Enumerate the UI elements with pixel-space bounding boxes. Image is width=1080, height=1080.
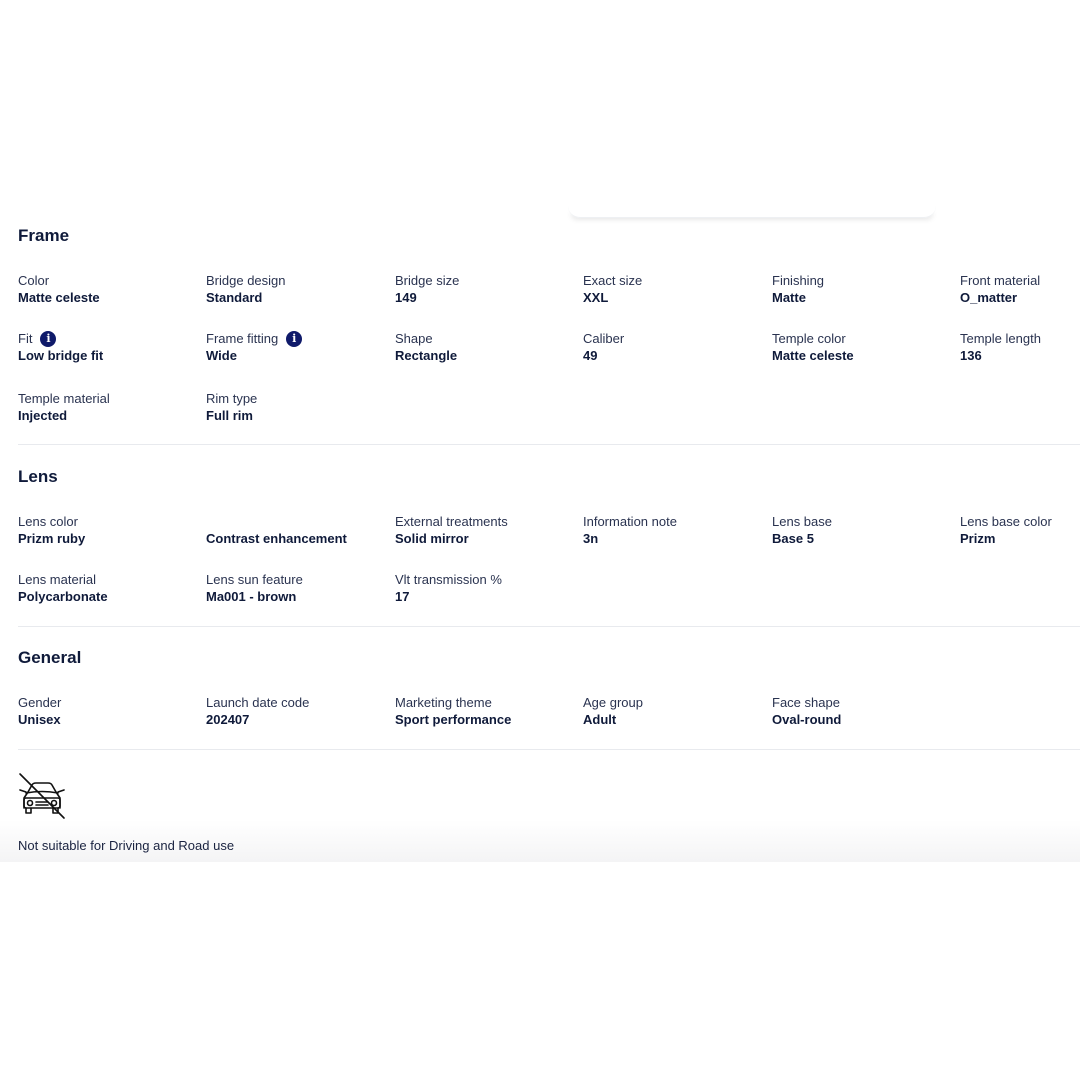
attr-lens-material bbox=[18, 571, 206, 605]
attr-fit bbox=[18, 330, 206, 364]
attr-lens-sun-feature bbox=[206, 571, 394, 605]
attr-age-group bbox=[583, 694, 771, 728]
attr-label-row bbox=[206, 330, 394, 347]
attr-front-material bbox=[960, 272, 1080, 306]
attr-value: Rectangle bbox=[395, 348, 458, 363]
attr-value: Matte celeste bbox=[18, 290, 100, 305]
attr-label: External treatments bbox=[395, 514, 508, 529]
attr-label: Exact size bbox=[583, 273, 643, 288]
attr-label: Launch date code bbox=[206, 695, 310, 710]
no-driving-icon bbox=[18, 772, 66, 820]
attr-launch-date-code bbox=[206, 694, 394, 728]
attr-label: Fit bbox=[18, 331, 33, 346]
attr-rim-type bbox=[206, 390, 394, 424]
info-icon[interactable]: i bbox=[286, 331, 302, 347]
attr-label: Temple color bbox=[772, 331, 846, 346]
attr-label bbox=[206, 513, 394, 530]
attr-lens-color bbox=[18, 513, 206, 547]
attr-label: Age group bbox=[583, 695, 643, 710]
attr-marketing-theme bbox=[395, 694, 583, 728]
attr-temple-length bbox=[960, 330, 1080, 364]
attr-value: 49 bbox=[583, 348, 598, 363]
attr-label: Frame fitting bbox=[206, 331, 279, 346]
attr-value: Standard bbox=[206, 290, 263, 305]
attr-label: Gender bbox=[18, 695, 62, 710]
attr-value: Full rim bbox=[206, 408, 253, 423]
general-section-title: General bbox=[18, 648, 82, 667]
attr-label: Lens sun feature bbox=[206, 572, 303, 587]
attr-color bbox=[18, 272, 206, 306]
attr-value: 3n bbox=[583, 531, 599, 546]
attr-value: Polycarbonate bbox=[18, 589, 108, 604]
frame-section-title: Frame bbox=[18, 226, 70, 245]
driving-warning-text: Not suitable for Driving and Road use bbox=[18, 838, 235, 853]
attr-label: Temple material bbox=[18, 391, 110, 406]
attr-finishing bbox=[772, 272, 960, 306]
attr-lens-base bbox=[772, 513, 960, 547]
attr-value: Matte bbox=[772, 290, 806, 305]
info-icon[interactable]: i bbox=[40, 331, 56, 347]
attr-label: Shape bbox=[395, 331, 433, 346]
section-divider bbox=[18, 626, 1080, 627]
attr-label: Lens base color bbox=[960, 514, 1052, 529]
attr-label: Finishing bbox=[772, 273, 825, 288]
attr-value: Prizm ruby bbox=[18, 531, 86, 546]
attr-value: 149 bbox=[395, 290, 417, 305]
section-divider bbox=[18, 444, 1080, 445]
attr-label: Caliber bbox=[583, 331, 625, 346]
attr-value: Adult bbox=[583, 712, 617, 727]
attr-gender bbox=[18, 694, 206, 728]
attr-label: Bridge size bbox=[395, 273, 460, 288]
attr-value: Sport performance bbox=[395, 712, 512, 727]
attr-label: Temple length bbox=[960, 331, 1041, 346]
attr-external-treatments bbox=[395, 513, 583, 547]
attr-shape bbox=[395, 330, 583, 364]
attr-value: 17 bbox=[395, 589, 410, 604]
attr-value: Base 5 bbox=[772, 531, 814, 546]
attr-label: Lens material bbox=[18, 572, 97, 587]
attr-label: Vlt transmission % bbox=[395, 572, 502, 587]
attr-bridge-design bbox=[206, 272, 394, 306]
attr-bridge-size bbox=[395, 272, 583, 306]
section-divider bbox=[18, 749, 1080, 750]
attr-temple-material bbox=[18, 390, 206, 424]
attr-temple-color bbox=[772, 330, 960, 364]
attr-value: 136 bbox=[960, 348, 982, 363]
attr-value: Contrast enhancement bbox=[206, 531, 347, 546]
attr-label: Bridge design bbox=[206, 273, 286, 288]
attr-frame-fitting bbox=[206, 330, 394, 364]
attr-lens-base-color bbox=[960, 513, 1080, 547]
attr-caliber bbox=[583, 330, 771, 364]
attr-label: Rim type bbox=[206, 391, 258, 406]
frame-section bbox=[18, 226, 1080, 423]
attr-value: Oval-round bbox=[772, 712, 842, 727]
attr-value: Wide bbox=[206, 348, 237, 363]
general-section bbox=[18, 648, 1080, 727]
attr-value: Solid mirror bbox=[395, 531, 469, 546]
attr-value: XXL bbox=[583, 290, 609, 305]
attr-exact-size bbox=[583, 272, 771, 306]
attr-label: Lens color bbox=[18, 514, 78, 529]
attr-value: Unisex bbox=[18, 712, 61, 727]
attr-value: Low bridge fit bbox=[18, 348, 104, 363]
lens-section bbox=[18, 467, 1080, 604]
attr-label: Information note bbox=[583, 514, 677, 529]
attr-face-shape bbox=[772, 694, 960, 728]
tab-bar-shadow bbox=[568, 206, 936, 218]
attr-label: Face shape bbox=[772, 695, 840, 710]
attr-information-note bbox=[583, 513, 771, 547]
attr-label: Marketing theme bbox=[395, 695, 492, 710]
attr-value: Ma001 - brown bbox=[206, 589, 297, 604]
attr-value: 202407 bbox=[206, 712, 250, 727]
attr-value: Prizm bbox=[960, 531, 996, 546]
attr-label: Lens base bbox=[772, 514, 832, 529]
attr-value: Injected bbox=[18, 408, 68, 423]
attr-value: O_matter bbox=[960, 290, 1018, 305]
attr-label-row bbox=[18, 330, 206, 347]
attr-label: Front material bbox=[960, 273, 1041, 288]
attr-label: Color bbox=[18, 273, 50, 288]
attr-value: Matte celeste bbox=[772, 348, 854, 363]
attr-vlt-transmission bbox=[395, 571, 583, 605]
attr-lens-technology bbox=[206, 513, 394, 547]
lens-section-title: Lens bbox=[18, 467, 58, 486]
